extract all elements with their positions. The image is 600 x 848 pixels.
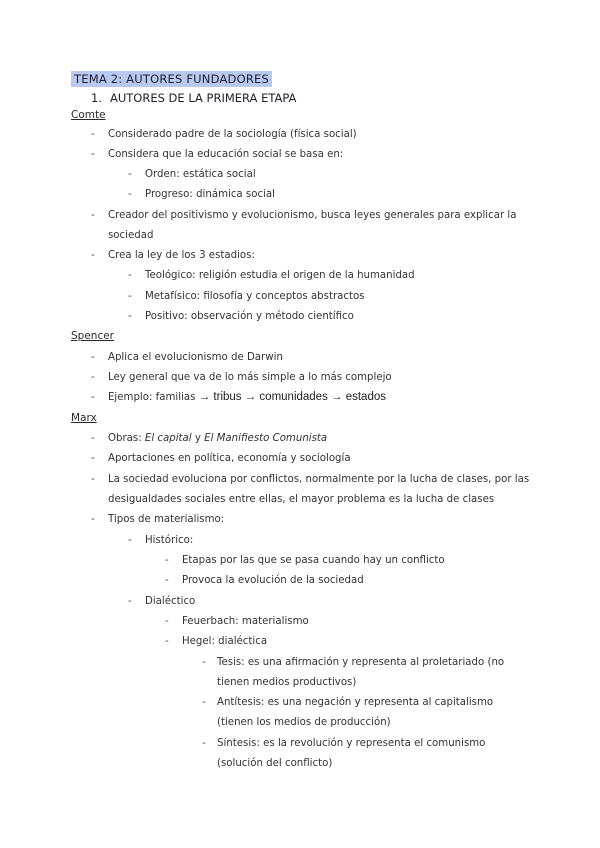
bullet-dash: -: [91, 453, 95, 464]
list-item: Positivo: observación y método científico: [145, 311, 354, 322]
list-item: Histórico:: [145, 535, 194, 546]
list-item: Tesis: es una afirmación y representa al proletariado (no: [217, 657, 505, 668]
list-item: [108, 390, 386, 405]
list-item: Crea la ley de los 3 estadios:: [108, 250, 255, 261]
list-item: Ley general que va de lo más simple a lo más complejo: [108, 372, 392, 383]
bullet-dash: -: [91, 433, 95, 444]
bullet-dash: -: [91, 474, 95, 485]
author-comte: Comte: [71, 109, 106, 121]
page-title: TEMA 2: AUTORES FUNDADORES: [71, 71, 272, 87]
list-item: Provoca la evolución de la sociedad: [182, 575, 364, 586]
list-item: Teológico: religión estudia el origen de la humanidad: [145, 270, 415, 281]
list-item: Síntesis: es la revolución y representa el comunismo: [217, 738, 486, 749]
bullet-dash: -: [91, 514, 95, 525]
list-item: Progreso: dinámica social: [145, 189, 275, 200]
author-spencer: Spencer: [71, 330, 114, 342]
list-item: Feuerbach: materialismo: [182, 616, 309, 627]
bullet-dash: -: [202, 657, 206, 668]
bullet-dash: -: [202, 697, 206, 708]
list-item: Tipos de materialismo:: [108, 514, 225, 525]
list-item-continuation: desigualdades sociales entre ellas, el mayor problema es la lucha de clases: [108, 494, 495, 505]
bullet-dash: -: [165, 616, 169, 627]
bullet-dash: -: [91, 392, 95, 403]
list-item: Metafísico: filosofía y conceptos abstractos: [145, 291, 365, 302]
bullet-dash: -: [91, 352, 95, 363]
list-item: Creador del positivismo y evolucionismo, busca leyes generales para explicar la: [108, 210, 517, 221]
bullet-dash: -: [128, 596, 132, 607]
bullet-dash: -: [128, 311, 132, 322]
list-item: [108, 431, 327, 446]
bullet-dash: -: [165, 636, 169, 647]
bullet-dash: -: [91, 210, 95, 221]
example-label: Ejemplo: familias: [108, 392, 196, 403]
bullet-dash: -: [128, 535, 132, 546]
bullet-dash: -: [91, 250, 95, 261]
bullet-dash: -: [128, 291, 132, 302]
bullet-dash: -: [91, 372, 95, 383]
list-item-continuation: (solución del conflicto): [217, 758, 333, 769]
bullet-dash: -: [128, 189, 132, 200]
conjunction: y: [191, 433, 205, 444]
work-title: El Manifiesto Comunista: [204, 433, 328, 444]
list-item: Etapas por las que se pasa cuando hay un conflicto: [182, 555, 445, 566]
bullet-dash: -: [202, 738, 206, 749]
list-item: Aportaciones en política, economía y sociología: [108, 453, 351, 464]
list-item: La sociedad evoluciona por conflictos, normalmente por la lucha de clases, por las: [108, 474, 530, 485]
list-item: Orden: estática social: [145, 169, 256, 180]
list-item-continuation: tienen medios productivos): [217, 677, 357, 688]
list-item: Antítesis: es una negación y representa al capitalismo: [217, 697, 494, 708]
works-label: Obras:: [108, 433, 145, 444]
example-chain: → tribus → comunidades → estados: [198, 391, 386, 403]
bullet-dash: -: [128, 270, 132, 281]
list-item: Dialéctico: [145, 596, 196, 607]
section-heading: [91, 90, 296, 106]
list-item: Hegel: dialéctica: [182, 636, 268, 647]
bullet-dash: -: [165, 575, 169, 586]
list-item: Considera que la educación social se basa en:: [108, 149, 344, 160]
list-item-continuation: sociedad: [108, 230, 154, 241]
section-number: 1.: [91, 91, 102, 105]
list-item: Considerado padre de la sociología (física social): [108, 129, 357, 140]
bullet-dash: -: [91, 129, 95, 140]
author-marx: Marx: [71, 412, 97, 424]
section-heading-text: AUTORES DE LA PRIMERA ETAPA: [109, 91, 297, 105]
list-item: Aplica el evolucionismo de Darwin: [108, 352, 283, 363]
work-title: El capital: [144, 433, 192, 444]
bullet-dash: -: [165, 555, 169, 566]
bullet-dash: -: [91, 149, 95, 160]
bullet-dash: -: [128, 169, 132, 180]
list-item-continuation: (tienen los medios de producción): [217, 717, 391, 728]
